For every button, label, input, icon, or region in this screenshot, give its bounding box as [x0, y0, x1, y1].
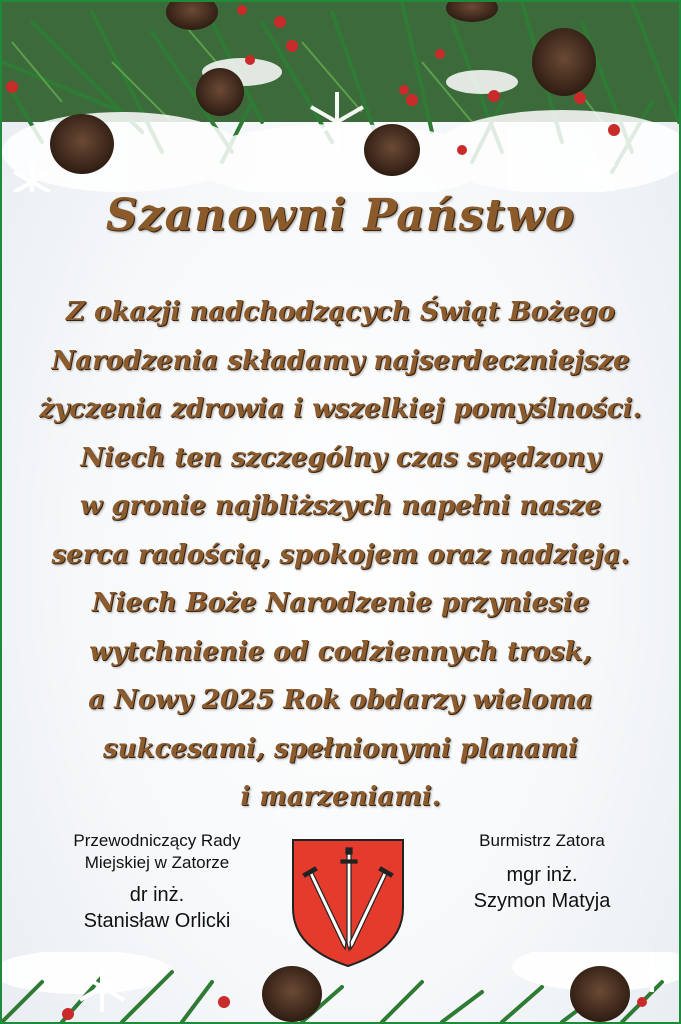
message-line: w gronie najbliższych napełni nasze: [79, 491, 602, 521]
message-line: wytchnienie od codziennych trosk,: [89, 636, 592, 667]
coat-of-arms-swords-icon: [291, 838, 405, 968]
pine-garland-icon: [2, 2, 679, 192]
greeting-title: Szanowni Państwo: [105, 190, 576, 241]
signature-title: dr inż.: [129, 884, 185, 906]
message-line: a Nowy 2025 Rok obdarzy wieloma: [88, 685, 593, 715]
left-signature: [32, 830, 282, 934]
message-line: Niech ten szczególny czas spędzony: [80, 442, 601, 473]
red-berry-icon: [62, 996, 647, 1020]
signature-role: Przewodniczący Rady: [73, 831, 241, 850]
greeting-message: [22, 288, 659, 822]
right-signature: [422, 830, 662, 914]
message-line: Narodzenia składamy najserdeczniejsze: [51, 345, 630, 376]
signature-title: mgr inż.: [506, 864, 578, 886]
signature-name: Szymon Matyja: [473, 890, 611, 912]
message-line: Niech Boże Narodzenie przyniesie: [91, 588, 590, 618]
signature-role: Miejskiej w Zatorze: [84, 853, 230, 872]
message-line: serca radością, spokojem oraz nadzieją.: [51, 539, 630, 570]
signature-role: Burmistrz Zatora: [479, 831, 605, 850]
message-line: Z okazji nadchodzących Świąt Bożego: [66, 297, 615, 327]
message-line: i marzeniami.: [240, 782, 441, 812]
message-line: sukcesami, spełnionymi planami: [103, 733, 578, 764]
signature-name: Stanisław Orlicki: [83, 910, 231, 932]
message-line: życzenia zdrowia i wszelkiej pomyślności.: [39, 394, 642, 424]
pine-garland-icon: [2, 952, 679, 1022]
